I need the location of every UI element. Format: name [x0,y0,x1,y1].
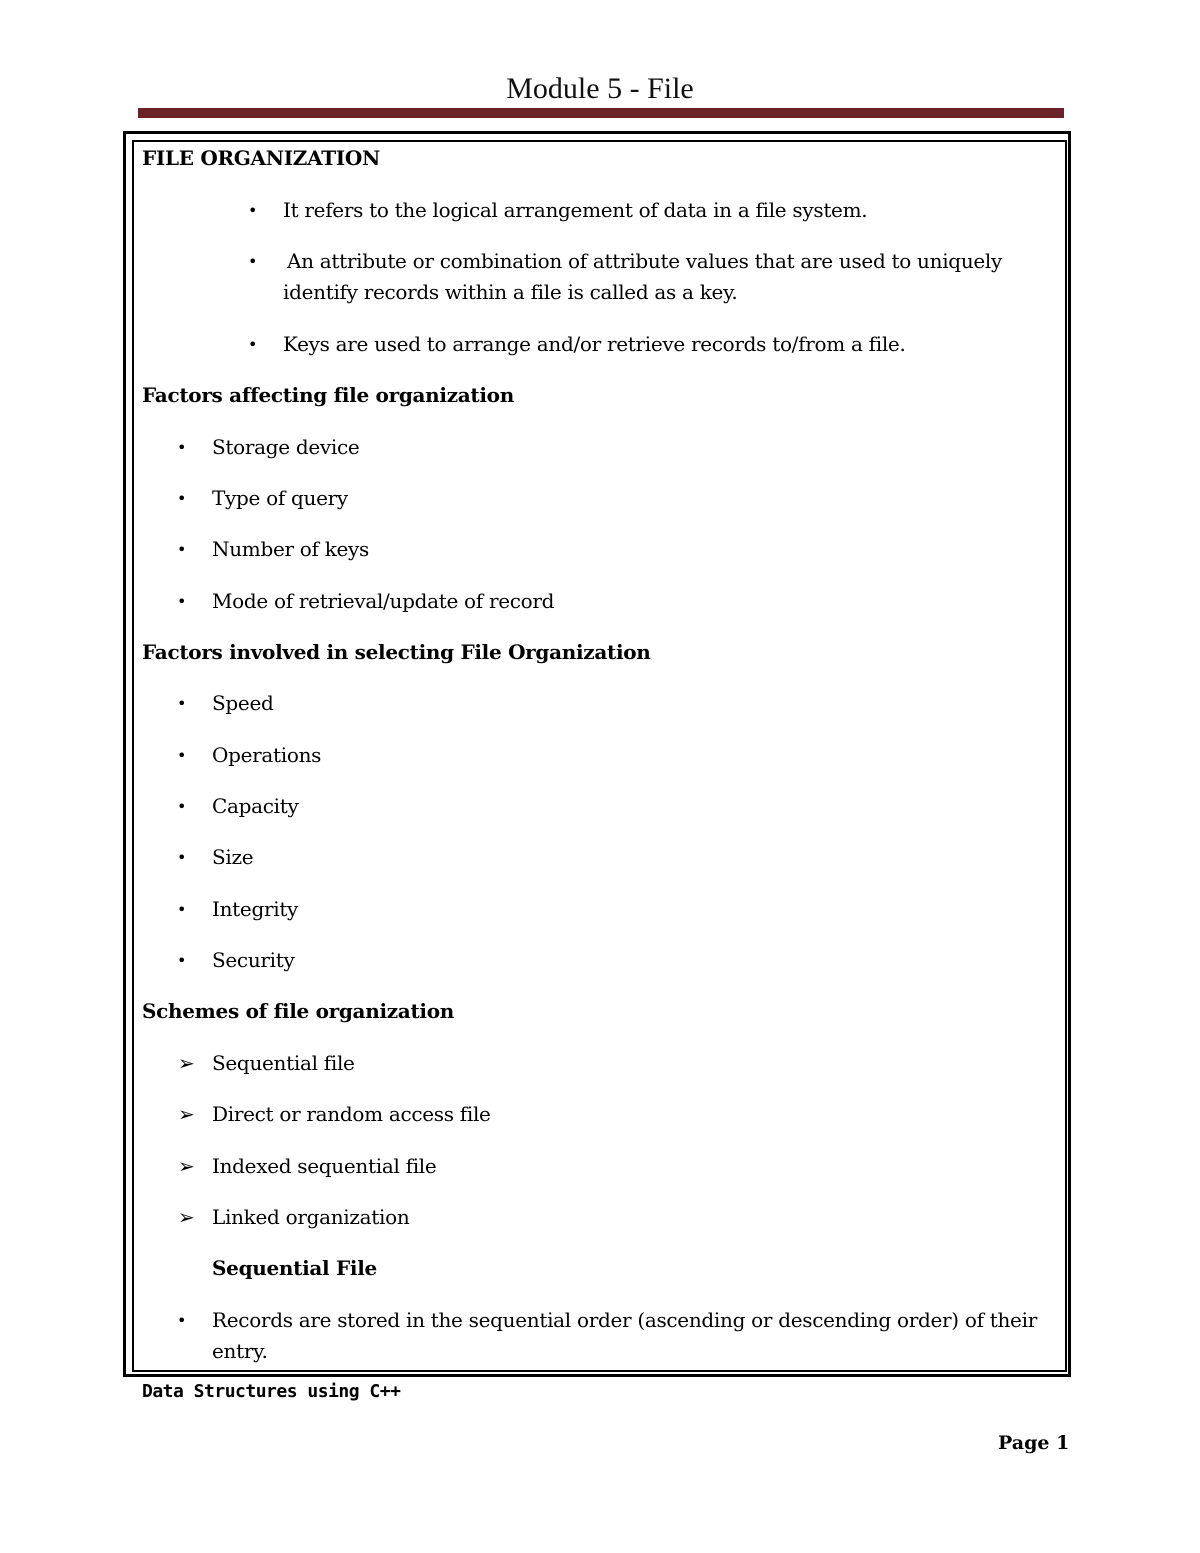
arrow-bullet-icon: ➢ [178,1205,195,1229]
list-item: Keys are used to arrange and/or retrieve records to/from a file. [283,332,906,356]
bullet-icon: • [177,1311,187,1330]
list-item-continuation: entry. [212,1339,268,1363]
section-title-factors-affecting: Factors affecting file organization [142,383,514,407]
bullet-icon: • [177,848,187,867]
section-title-factors-selecting: Factors involved in selecting File Organization [142,640,651,664]
bullet-icon: • [177,746,187,765]
list-item: Storage device [212,435,360,459]
list-item: Indexed sequential file [212,1154,437,1178]
footer-page-number: Page 1 [998,1432,1070,1454]
bullet-icon: • [248,335,258,354]
list-item-continuation: identify records within a file is called as a key. [283,280,738,304]
bullet-icon: • [177,694,187,713]
list-item: An attribute or combination of attribute values that are used to uniquely [287,249,1003,273]
arrow-bullet-icon: ➢ [178,1102,195,1126]
arrow-bullet-icon: ➢ [178,1154,195,1178]
bullet-icon: • [248,201,258,220]
footer-course-title: Data Structures using C++ [142,1381,401,1402]
list-item: Capacity [212,794,299,818]
bullet-icon: • [177,900,187,919]
list-item: Type of query [212,486,348,510]
section-title-file-organization: FILE ORGANIZATION [142,146,380,170]
list-item: Operations [212,743,322,767]
list-item: Linked organization [212,1205,410,1229]
list-item: Mode of retrieval/update of record [212,589,555,613]
section-title-sequential-file: Sequential File [212,1256,377,1280]
list-item: Security [212,948,295,972]
bullet-icon: • [177,438,187,457]
bullet-icon: • [177,797,187,816]
list-item: It refers to the logical arrangement of data in a file system. [283,198,868,222]
list-item: Direct or random access file [212,1102,491,1126]
section-title-schemes: Schemes of file organization [142,999,454,1023]
list-item: Sequential file [212,1051,355,1075]
list-item: Size [212,845,254,869]
list-item: Records are stored in the sequential order (ascending or descending order) of their [212,1308,1037,1332]
bullet-icon: • [177,951,187,970]
bullet-icon: • [177,540,187,559]
list-item: Speed [212,691,274,715]
bullet-icon: • [177,592,187,611]
bullet-icon: • [177,489,187,508]
page-header-title: Module 5 - File [506,72,694,105]
header-rule [138,108,1064,118]
list-item: Number of keys [212,537,370,561]
bullet-icon: • [248,252,258,271]
list-item: Integrity [212,897,299,921]
arrow-bullet-icon: ➢ [178,1051,195,1075]
